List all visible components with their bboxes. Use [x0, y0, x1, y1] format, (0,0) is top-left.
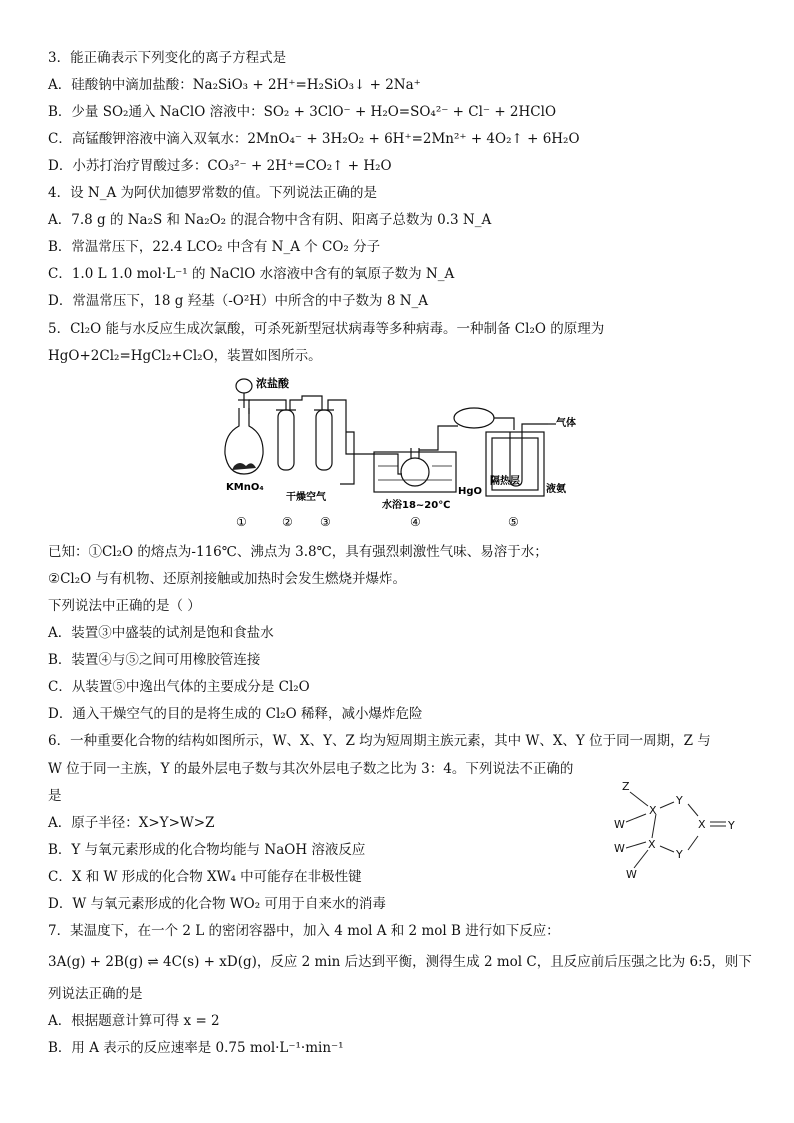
q4-stem: 4．设 N_A 为阿伏加德罗常数的值。下列说法正确的是 — [48, 185, 377, 201]
q6-stem-line3: 是 — [48, 788, 62, 804]
q3-stem: 3．能正确表示下列变化的离子方程式是 — [48, 50, 287, 66]
acid-label: 浓盐酸 — [256, 377, 289, 390]
q5-stem-line2: HgO+2Cl₂=HgCl₂+Cl₂O，装置如图所示。 — [48, 348, 322, 364]
q5-known-1: 已知：①Cl₂O 的熔点为-116℃、沸点为 3.8℃，具有强烈刺激性气味、易溶于水； — [48, 544, 548, 560]
gas-label: 气体 — [556, 418, 576, 429]
q4-option-b: B．常温常压下，22.4 LCO₂ 中含有 N_A 个 CO₂ 分子 — [48, 239, 381, 255]
q3-option-c: C．高锰酸钾溶液中滴入双氧水：2MnO₄⁻ + 3H₂O₂ + 6H⁺=2Mn²⁺ + 4O₂↑ + 6H₂O — [48, 131, 580, 147]
label-1: ① — [236, 515, 247, 529]
q6-option-c: C．X 和 W 形成的化合物 XW₄ 中可能存在非极性键 — [48, 869, 362, 885]
apparatus-figure — [222, 374, 582, 534]
bath-label: 水浴18~20℃ — [382, 500, 451, 511]
label-3: ③ — [320, 515, 331, 529]
q7-option-b: B．用 A 表示的反应速率是 0.75 mol·L⁻¹·min⁻¹ — [48, 1040, 344, 1056]
q5-option-a: A．装置③中盛装的试剂是饱和食盐水 — [48, 625, 274, 641]
q7-continue: 列说法正确的是 — [48, 986, 143, 1002]
q5-option-d: D．通入干燥空气的目的是将生成的 Cl₂O 稀释，减小爆炸危险 — [48, 706, 423, 722]
label-5: ⑤ — [508, 515, 519, 529]
label-4: ④ — [410, 515, 421, 529]
q4-option-c: C．1.0 L 1.0 mol·L⁻¹ 的 NaClO 水溶液中含有的氧原子数为 N_A — [48, 266, 455, 282]
q6-stem-line1: 6．一种重要化合物的结构如图所示，W、X、Y、Z 均为短周期主族元素，其中 W、X、Y 位于同一周期，Z 与 — [48, 733, 711, 749]
q4-option-d: D．常温常压下，18 g 羟基（-O²H）中所含的中子数为 8 N_A — [48, 293, 429, 309]
atom-w-3: W — [626, 868, 637, 881]
atom-y-top: Y — [676, 794, 683, 807]
q7-reaction: 3A(g) + 2B(g) ⇌ 4C(s) + xD(g)，反应 2 min 后达到平衡，测得生成 2 mol C，且反应前后压强之比为 6:5，则下 — [48, 954, 752, 970]
atom-x-bottom: X — [648, 838, 656, 851]
q6-option-b: B．Y 与氧元素形成的化合物均能与 NaOH 溶液反应 — [48, 842, 366, 858]
atom-w-1: W — [614, 818, 625, 831]
q3-option-b: B．少量 SO₂通入 NaClO 溶液中：SO₂ + 3ClO⁻ + H₂O=SO₄²⁻ + Cl⁻ + 2HClO — [48, 104, 557, 120]
q3-option-a: A．硅酸钠中滴加盐酸：Na₂SiO₃ + 2H⁺=H₂SiO₃↓ + 2Na⁺ — [48, 77, 421, 93]
q4-option-a: A．7.8 g 的 Na₂S 和 Na₂O₂ 的混合物中含有阴、阳离子总数为 0.3 N_A — [48, 212, 492, 228]
hgo-label: HgO — [458, 486, 483, 497]
q5-known-2: ②Cl₂O 与有机物、还原剂接触或加热时会发生燃烧并爆炸。 — [48, 571, 407, 587]
q5-option-c: C．从装置⑤中逸出气体的主要成分是 Cl₂O — [48, 679, 310, 695]
q3-option-d: D．小苏打治疗胃酸过多：CO₃²⁻ + 2H⁺=CO₂↑ + H₂O — [48, 158, 392, 174]
q6-option-d: D．W 与氧元素形成的化合物 WO₂ 可用于自来水的消毒 — [48, 896, 386, 912]
atom-x-right: X — [698, 818, 706, 831]
atom-z: Z — [622, 780, 630, 793]
label-2: ② — [282, 515, 293, 529]
atom-w-2: W — [614, 842, 625, 855]
insulation-label: 隔热层 — [490, 476, 520, 487]
q5-ask: 下列说法中正确的是（ ） — [48, 598, 201, 614]
atom-y-bottom: Y — [676, 848, 683, 861]
q7-option-a: A．根据题意计算可得 x = 2 — [48, 1013, 220, 1029]
q6-option-a: A．原子半径：X>Y>W>Z — [48, 815, 215, 831]
ammonia-label: 液氨 — [546, 484, 566, 495]
q7-stem: 7．某温度下，在一个 2 L 的密闭容器中，加入 4 mol A 和 2 mol B 进行如下反应： — [48, 923, 560, 939]
structure-figure — [606, 776, 756, 888]
atom-y-right: Y — [728, 819, 735, 832]
atom-x-top: X — [649, 804, 657, 817]
dry-air-label: 干燥空气 — [286, 492, 326, 503]
kmno4-solid — [232, 463, 256, 470]
q5-option-b: B．装置④与⑤之间可用橡胶管连接 — [48, 652, 261, 668]
q5-stem-line1: 5．Cl₂O 能与水反应生成次氯酸，可杀死新型冠状病毒等多种病毒。一种制备 Cl₂O 的原理为 — [48, 321, 605, 337]
q6-stem-line2: W 位于同一主族，Y 的最外层电子数与其次外层电子数之比为 3：4。下列说法不正确的 — [48, 761, 574, 777]
kmno4-label: KMnO₄ — [226, 482, 264, 493]
